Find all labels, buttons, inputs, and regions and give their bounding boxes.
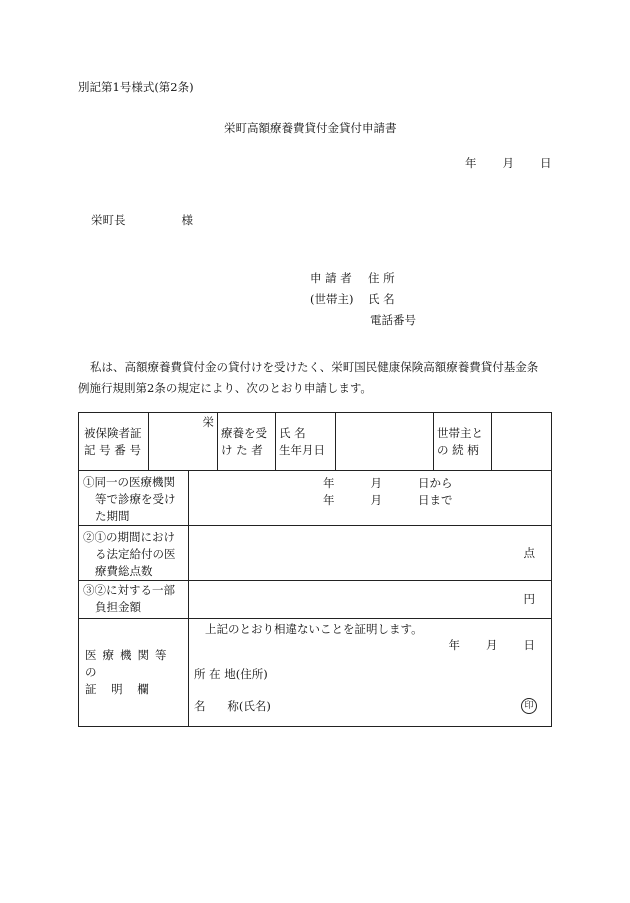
certify-text: 上記のとおり相違ないことを証明します。 — [205, 622, 423, 636]
period-label-line2: 等で診療を受け — [95, 492, 176, 506]
name-birth-label — [276, 413, 336, 471]
form-label: 別記第1号様式(第2条) — [78, 80, 194, 94]
period-from-day: 日から — [418, 476, 453, 490]
copay-label — [79, 581, 189, 619]
page-title: 栄町高額療養費貸付金貸付申請書 — [224, 121, 397, 135]
period-label-line1: ①同一の医療機関 — [83, 475, 175, 489]
applicant-block — [310, 268, 416, 331]
certify-date — [449, 637, 536, 654]
period-from-year: 年 — [323, 476, 335, 490]
birth-label-line: 生年月日 — [279, 442, 325, 457]
copay-label-line1: ③②に対する一部 — [83, 583, 175, 597]
location-label: 所 在 地(住所) — [194, 667, 268, 681]
honorific: 様 — [181, 213, 193, 227]
seal-mark — [521, 698, 537, 714]
table-row-insured — [79, 413, 552, 471]
addressee — [91, 212, 193, 228]
certification-label — [79, 619, 189, 727]
relation-value-cell[interactable] — [492, 413, 552, 471]
certify-month: 月 — [486, 638, 498, 652]
points-label-line3: 療費総点数 — [95, 564, 153, 578]
householder-label: (世帯主) — [310, 292, 354, 306]
points-unit: 点 — [523, 545, 535, 560]
certify-day: 日 — [523, 638, 535, 652]
relation-label-line1: 世帯主と — [437, 425, 483, 440]
name-birth-value-cell[interactable] — [336, 413, 434, 471]
name-label: 氏 名 — [368, 292, 395, 306]
points-label-line1: ②①の期間におけ — [83, 530, 175, 544]
body-line-1: 私は、高額療養費貸付金の貸付けを受けたく、栄町国民健康保険高額療養費貸付基金条 — [90, 360, 539, 374]
certification-cell[interactable] — [189, 619, 552, 727]
certification-label-line1: 医療機関等の — [85, 648, 173, 679]
insured-no-label — [79, 413, 149, 471]
period-from-month: 月 — [370, 476, 382, 490]
applicant-name-row — [310, 289, 416, 310]
table-row-certification — [79, 619, 552, 727]
certify-year: 年 — [448, 638, 460, 652]
seal-char: 印 — [524, 701, 534, 711]
period-to-month: 月 — [370, 493, 382, 507]
table-row-period — [79, 471, 552, 526]
application-date — [465, 155, 552, 171]
phone-row — [310, 310, 416, 331]
address-label: 住 所 — [368, 271, 395, 285]
period-label — [79, 471, 189, 526]
date-month: 月 — [502, 156, 514, 170]
period-to-day: 日まで — [418, 493, 453, 507]
insured-no-label-line2: 記 号 番 号 — [84, 442, 141, 457]
patient-label — [218, 413, 276, 471]
period-from-row — [189, 475, 551, 492]
period-to-row — [189, 492, 551, 509]
copay-value-cell[interactable] — [189, 581, 552, 619]
applicant-label: 申 請 者 — [310, 271, 352, 285]
points-value-cell[interactable] — [189, 526, 552, 581]
phone-label: 電話番号 — [370, 313, 416, 327]
copay-label-line2: 負担金額 — [95, 600, 141, 614]
table-row-copay — [79, 581, 552, 619]
certification-label-line2: 証 明 欄 — [85, 682, 149, 696]
facility-name-label: 名 称(氏名) — [194, 699, 271, 713]
period-label-line3: た期間 — [95, 509, 130, 523]
patient-label-line1: 療養を受 — [221, 425, 267, 440]
applicant-address-row — [310, 268, 416, 289]
points-label-line2: る法定給付の医 — [95, 547, 176, 561]
body-paragraph — [78, 357, 538, 399]
relation-label-line2: の 続 柄 — [437, 442, 479, 457]
sakae-char: 栄 — [202, 415, 214, 429]
name-label-line: 氏 名 — [279, 425, 306, 440]
points-label — [79, 526, 189, 581]
patient-label-line2: け た 者 — [221, 442, 263, 457]
table-row-points — [79, 526, 552, 581]
period-to-year: 年 — [323, 493, 335, 507]
insured-no-value-cell[interactable] — [149, 413, 218, 471]
insured-no-label-line1: 被保険者証 — [84, 425, 142, 440]
date-year: 年 — [465, 156, 477, 170]
period-value-cell[interactable] — [189, 471, 552, 526]
date-day: 日 — [540, 156, 552, 170]
body-line-2: 例施行規則第2条の規定により、次のとおり申請します。 — [78, 381, 372, 395]
addressee-name: 栄町長 — [91, 213, 126, 227]
relation-label — [434, 413, 492, 471]
copay-unit: 円 — [523, 592, 535, 606]
application-form-table — [78, 412, 552, 727]
